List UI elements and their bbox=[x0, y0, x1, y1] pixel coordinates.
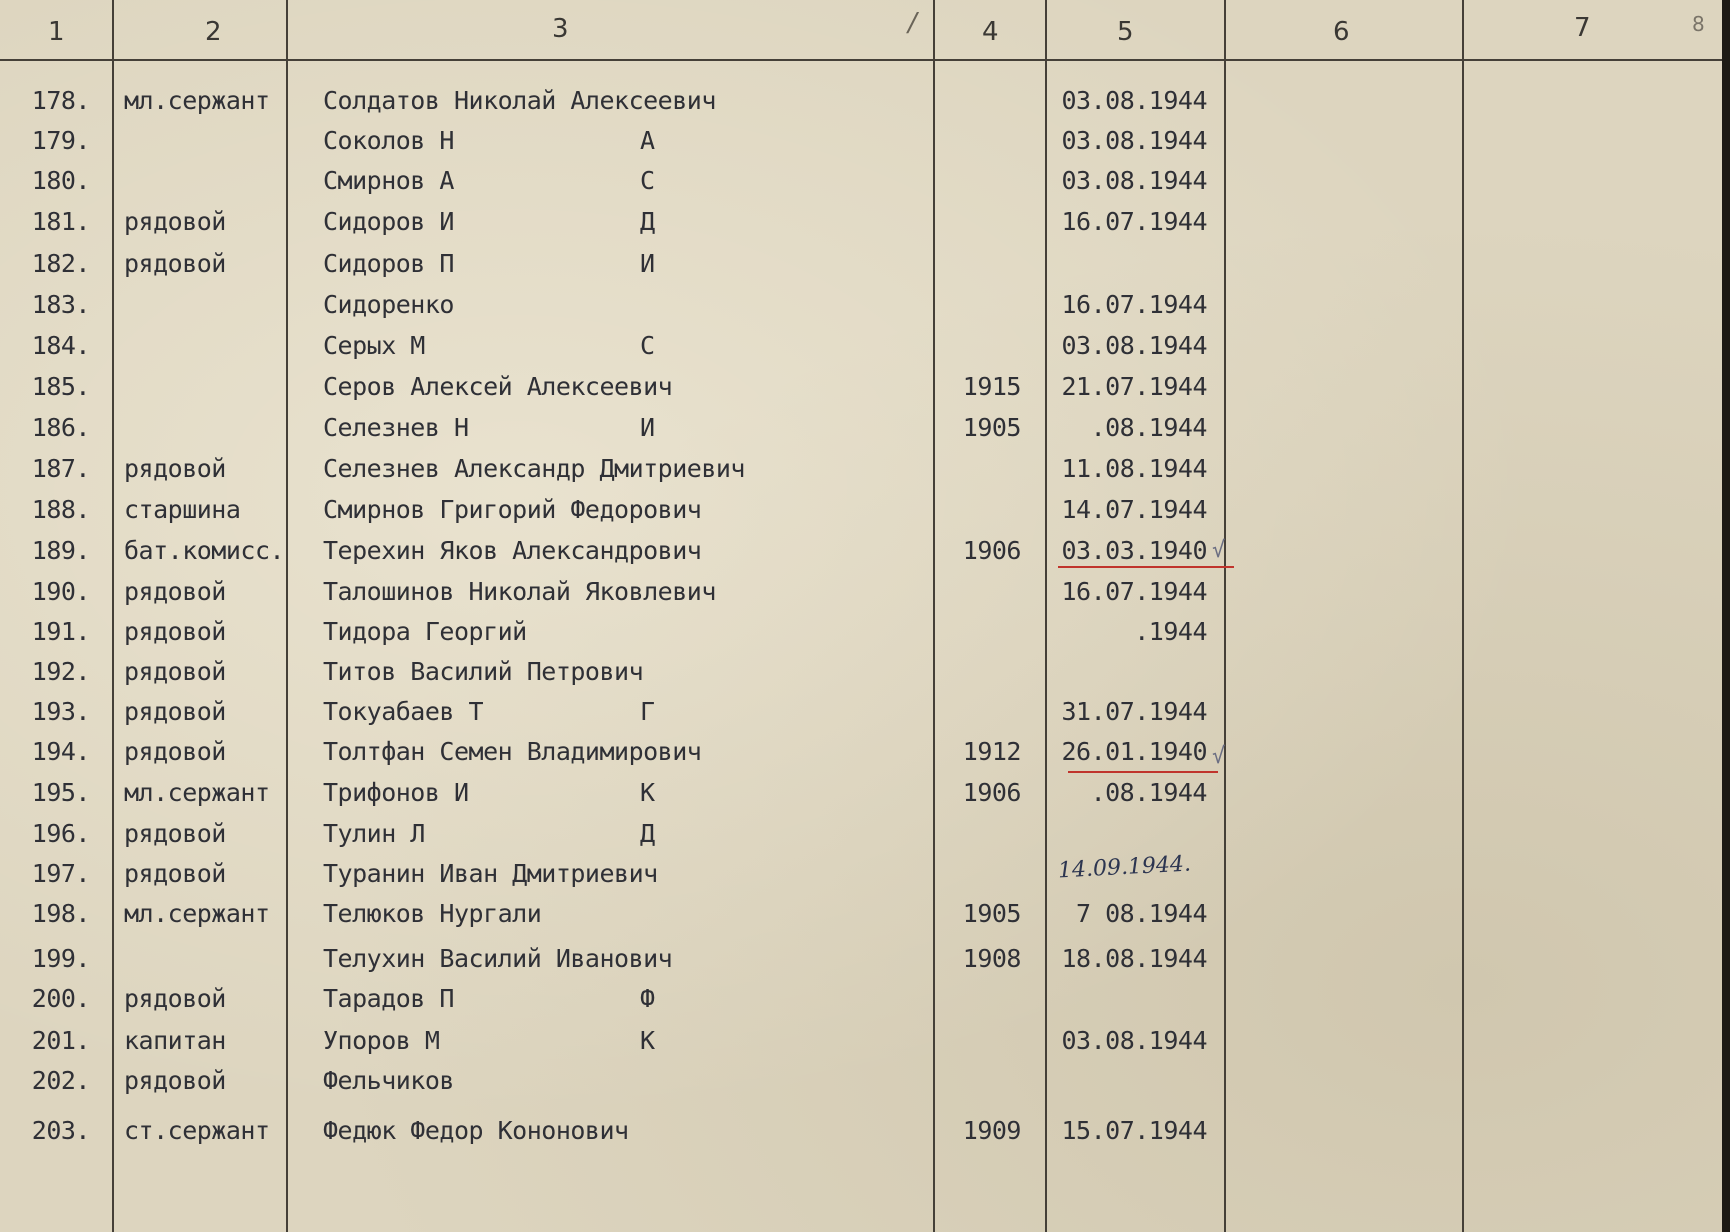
handwritten-date: 14.09.1944. bbox=[1057, 851, 1192, 884]
header-col-8: 8 bbox=[1692, 12, 1705, 36]
table-row bbox=[0, 532, 1722, 570]
date-cell: 03.03.1940 bbox=[1061, 536, 1207, 565]
name-cell: Сидоренко bbox=[323, 290, 454, 319]
name-cell: Трифонов И bbox=[323, 778, 469, 807]
row-number: 194. bbox=[31, 737, 90, 766]
rank-cell: мл.сержант bbox=[124, 778, 270, 807]
row-number: 199. bbox=[31, 944, 90, 973]
rank-cell: рядовой bbox=[124, 1066, 226, 1095]
table-row bbox=[0, 286, 1722, 324]
table-row bbox=[0, 653, 1722, 691]
name-cell: Серых М bbox=[323, 331, 425, 360]
name-cell: Сидоров П bbox=[323, 249, 454, 278]
table-row bbox=[0, 409, 1722, 447]
name-cell: Телухин Василий Иванович bbox=[323, 944, 673, 973]
name-cell: Серов Алексей Алексеевич bbox=[323, 372, 673, 401]
row-number: 203. bbox=[31, 1116, 90, 1145]
initial-cell: К bbox=[640, 1026, 655, 1055]
header-col-2: 2 bbox=[205, 17, 222, 47]
name-cell: Селезнев Александр Дмитриевич bbox=[323, 454, 745, 483]
row-number: 180. bbox=[31, 166, 90, 195]
row-number: 184. bbox=[31, 331, 90, 360]
row-number: 196. bbox=[31, 819, 90, 848]
row-number: 190. bbox=[31, 577, 90, 606]
birth-year-cell: 1915 bbox=[962, 372, 1021, 401]
date-cell: 16.07.1944 bbox=[1061, 577, 1207, 606]
row-number: 183. bbox=[31, 290, 90, 319]
table-row bbox=[0, 733, 1722, 771]
table-row bbox=[0, 1022, 1722, 1060]
row-number: 182. bbox=[31, 249, 90, 278]
table-row bbox=[0, 162, 1722, 200]
date-cell: .08.1944 bbox=[1090, 778, 1207, 807]
name-cell: Телюков Нургали bbox=[323, 899, 542, 928]
rank-cell: рядовой bbox=[124, 737, 226, 766]
header-divider bbox=[0, 59, 1722, 61]
table-row bbox=[0, 245, 1722, 283]
row-number: 186. bbox=[31, 413, 90, 442]
rank-cell: рядовой bbox=[124, 249, 226, 278]
row-number: 191. bbox=[31, 617, 90, 646]
date-cell: 15.07.1944 bbox=[1061, 1116, 1207, 1145]
table-row bbox=[0, 327, 1722, 365]
header-col-1: 1 bbox=[48, 17, 65, 47]
rank-cell: рядовой bbox=[124, 657, 226, 686]
header-col-5: 5 bbox=[1117, 17, 1134, 47]
row-number: 188. bbox=[31, 495, 90, 524]
date-cell: 03.08.1944 bbox=[1061, 166, 1207, 195]
rank-cell: рядовой bbox=[124, 859, 226, 888]
table-row bbox=[0, 895, 1722, 933]
row-number: 201. bbox=[31, 1026, 90, 1055]
row-number: 189. bbox=[31, 536, 90, 565]
birth-year-cell: 1912 bbox=[962, 737, 1021, 766]
row-number: 202. bbox=[31, 1066, 90, 1095]
date-cell: 03.08.1944 bbox=[1061, 126, 1207, 155]
date-cell: 18.08.1944 bbox=[1061, 944, 1207, 973]
row-number: 187. bbox=[31, 454, 90, 483]
table-row bbox=[0, 450, 1722, 488]
rank-cell: бат.комисс. bbox=[124, 536, 285, 565]
row-number: 178. bbox=[31, 86, 90, 115]
table-row bbox=[0, 774, 1722, 812]
table-row bbox=[0, 491, 1722, 529]
row-number: 198. bbox=[31, 899, 90, 928]
table-row bbox=[0, 855, 1722, 893]
rank-cell: старшина bbox=[124, 495, 241, 524]
name-cell: Упоров М bbox=[323, 1026, 440, 1055]
date-cell: 14.07.1944 bbox=[1061, 495, 1207, 524]
name-cell: Солдатов Николай Алексеевич bbox=[323, 86, 716, 115]
date-cell: 16.07.1944 bbox=[1061, 290, 1207, 319]
header-col-7: 7 bbox=[1574, 13, 1591, 43]
name-cell: Тулин Л bbox=[323, 819, 425, 848]
initial-cell: С bbox=[640, 166, 655, 195]
table-row bbox=[0, 122, 1722, 160]
birth-year-cell: 1906 bbox=[962, 778, 1021, 807]
name-cell: Толтфан Семен Владимирович bbox=[323, 737, 702, 766]
row-number: 179. bbox=[31, 126, 90, 155]
row-number: 197. bbox=[31, 859, 90, 888]
initial-cell: Г bbox=[640, 697, 655, 726]
name-cell: Селезнев Н bbox=[323, 413, 469, 442]
name-cell: Смирнов А bbox=[323, 166, 454, 195]
date-cell: 11.08.1944 bbox=[1061, 454, 1207, 483]
name-cell: Сидоров И bbox=[323, 207, 454, 236]
name-cell: Тарадов П bbox=[323, 984, 454, 1013]
row-number: 200. bbox=[31, 984, 90, 1013]
rank-cell: рядовой bbox=[124, 617, 226, 646]
table-row bbox=[0, 1112, 1722, 1150]
row-number: 185. bbox=[31, 372, 90, 401]
name-cell: Талошинов Николай Яковлевич bbox=[323, 577, 716, 606]
date-cell: 03.08.1944 bbox=[1061, 1026, 1207, 1055]
date-cell: 7 08.1944 bbox=[1076, 899, 1207, 928]
row-number: 195. bbox=[31, 778, 90, 807]
birth-year-cell: 1905 bbox=[962, 413, 1021, 442]
date-cell: 21.07.1944 bbox=[1061, 372, 1207, 401]
header-col-6: 6 bbox=[1333, 17, 1350, 47]
rank-cell: рядовой bbox=[124, 697, 226, 726]
name-cell: Токуабаев Т bbox=[323, 697, 484, 726]
rank-cell: капитан bbox=[124, 1026, 226, 1055]
name-cell: Смирнов Григорий Федорович bbox=[323, 495, 702, 524]
rank-cell: рядовой bbox=[124, 577, 226, 606]
birth-year-cell: 1908 bbox=[962, 944, 1021, 973]
birth-year-cell: 1906 bbox=[962, 536, 1021, 565]
red-underline bbox=[1058, 566, 1234, 568]
table-row bbox=[0, 368, 1722, 406]
name-cell: Фельчиков bbox=[323, 1066, 454, 1095]
initial-cell: И bbox=[640, 413, 655, 442]
table-row bbox=[0, 573, 1722, 611]
table-row bbox=[0, 815, 1722, 853]
check-mark: √ bbox=[1212, 744, 1226, 769]
initial-cell: Д bbox=[640, 819, 655, 848]
initial-cell: Д bbox=[640, 207, 655, 236]
name-cell: Федюк Федор Кононович bbox=[323, 1116, 629, 1145]
header-col-3: 3 bbox=[552, 14, 569, 44]
row-number: 193. bbox=[31, 697, 90, 726]
name-cell: Соколов Н bbox=[323, 126, 454, 155]
table-row bbox=[0, 82, 1722, 120]
table-row bbox=[0, 940, 1722, 978]
name-cell: Туранин Иван Дмитриевич bbox=[323, 859, 658, 888]
initial-cell: Ф bbox=[640, 984, 655, 1013]
row-number: 192. bbox=[31, 657, 90, 686]
date-cell: 26.01.1940 bbox=[1061, 737, 1207, 766]
table-row bbox=[0, 980, 1722, 1018]
name-cell: Титов Василий Петрович bbox=[323, 657, 644, 686]
date-cell: 31.07.1944 bbox=[1061, 697, 1207, 726]
name-cell: Тидора Георгий bbox=[323, 617, 527, 646]
date-cell: .08.1944 bbox=[1090, 413, 1207, 442]
table-row bbox=[0, 693, 1722, 731]
table-row bbox=[0, 613, 1722, 651]
rank-cell: рядовой bbox=[124, 454, 226, 483]
rank-cell: мл.сержант bbox=[124, 899, 270, 928]
header-col-4: 4 bbox=[982, 17, 999, 47]
header-pencil-mark: / bbox=[908, 8, 917, 38]
initial-cell: А bbox=[640, 126, 655, 155]
table-row bbox=[0, 203, 1722, 241]
rank-cell: ст.сержант bbox=[124, 1116, 270, 1145]
date-cell: 16.07.1944 bbox=[1061, 207, 1207, 236]
initial-cell: И bbox=[640, 249, 655, 278]
check-mark: √ bbox=[1212, 538, 1226, 563]
date-cell: 03.08.1944 bbox=[1061, 331, 1207, 360]
rank-cell: рядовой bbox=[124, 819, 226, 848]
red-underline bbox=[1068, 771, 1218, 773]
initial-cell: К bbox=[640, 778, 655, 807]
birth-year-cell: 1909 bbox=[962, 1116, 1021, 1145]
date-cell: 03.08.1944 bbox=[1061, 86, 1207, 115]
rank-cell: рядовой bbox=[124, 207, 226, 236]
row-number: 181. bbox=[31, 207, 90, 236]
table-row bbox=[0, 1062, 1722, 1100]
birth-year-cell: 1905 bbox=[962, 899, 1021, 928]
name-cell: Терехин Яков Александрович bbox=[323, 536, 702, 565]
rank-cell: рядовой bbox=[124, 984, 226, 1013]
rank-cell: мл.сержант bbox=[124, 86, 270, 115]
date-cell: .1944 bbox=[1134, 617, 1207, 646]
initial-cell: С bbox=[640, 331, 655, 360]
